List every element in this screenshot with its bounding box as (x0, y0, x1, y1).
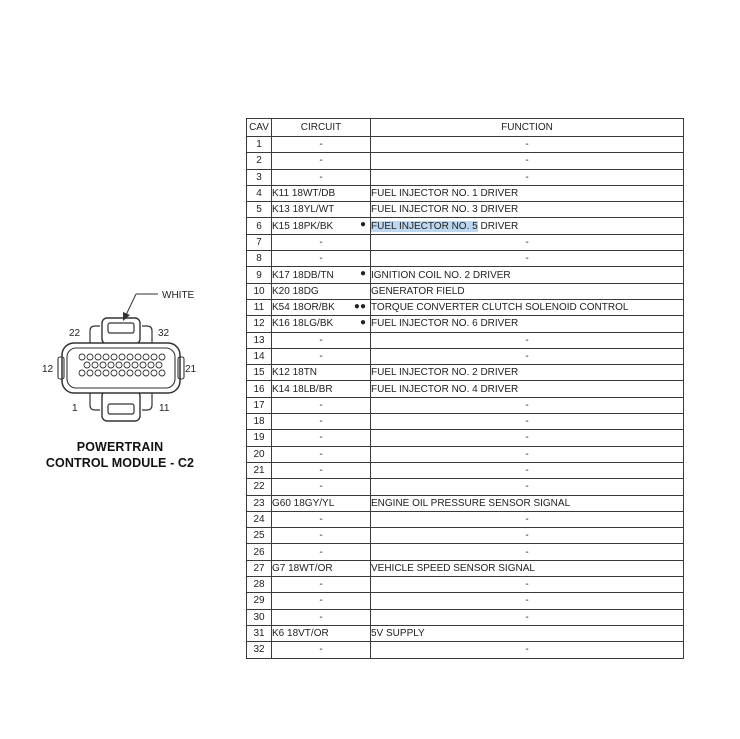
bottom-latch-inner (108, 404, 134, 414)
function-text: GENERATOR FIELD (371, 285, 465, 297)
function-text: - (525, 644, 529, 656)
function-cell (371, 642, 684, 658)
circuit-cell (272, 462, 371, 478)
circuit-text: - (319, 334, 323, 346)
function-cell (371, 153, 684, 169)
function-cell (371, 511, 684, 527)
function-text: IGNITION COIL NO. 2 DRIVER (371, 269, 511, 281)
function-text: - (525, 611, 529, 623)
circuit-text: - (319, 513, 323, 525)
circuit-text: - (319, 595, 323, 607)
table-row (247, 511, 684, 527)
function-cell (371, 544, 684, 560)
left-ear-bottom (90, 393, 100, 410)
connector-title-line2: CONTROL MODULE - C2 (45, 456, 195, 470)
cav-cell: 17 (247, 397, 272, 413)
function-text: - (525, 253, 529, 265)
function-cell (371, 577, 684, 593)
table-row (247, 202, 684, 218)
function-cell (371, 348, 684, 364)
function-cell (371, 234, 684, 250)
cav-cell: 13 (247, 332, 272, 348)
function-cell (371, 169, 684, 185)
circuit-cell (272, 528, 371, 544)
header-circuit: CIRCUIT (272, 119, 371, 137)
table-row (247, 381, 684, 397)
function-cell (371, 185, 684, 201)
circuit-text: - (319, 236, 323, 248)
circuit-text: - (319, 611, 323, 623)
table-row (247, 348, 684, 364)
cav-cell: 6 (247, 218, 272, 234)
circuit-cell (272, 202, 371, 218)
function-text: - (525, 139, 529, 151)
circuit-cell (272, 397, 371, 413)
cav-cell: 16 (247, 381, 272, 397)
circuit-text: - (319, 530, 323, 542)
circuit-dot-mark: ● (359, 268, 366, 280)
circuit-cell (272, 381, 371, 397)
pin-label-21: 21 (185, 364, 197, 375)
circuit-text: - (319, 465, 323, 477)
table-row (247, 185, 684, 201)
cav-cell: 29 (247, 593, 272, 609)
circuit-text: - (319, 644, 323, 656)
pin-label-11: 11 (159, 403, 170, 414)
function-cell (371, 381, 684, 397)
circuit-cell (272, 218, 371, 234)
cav-cell: 8 (247, 251, 272, 267)
function-cell (371, 218, 684, 234)
function-cell (371, 560, 684, 576)
function-cell (371, 267, 684, 283)
table-row (247, 316, 684, 332)
function-cell (371, 137, 684, 153)
table-row (247, 365, 684, 381)
left-ear (90, 326, 100, 343)
function-text: - (525, 416, 529, 428)
circuit-cell (272, 234, 371, 250)
circuit-cell (272, 316, 371, 332)
cav-cell: 25 (247, 528, 272, 544)
circuit-cell (272, 185, 371, 201)
circuit-text: K12 18TN (272, 367, 318, 379)
function-text: - (525, 351, 529, 362)
table-row (247, 414, 684, 430)
circuit-text: - (319, 546, 323, 558)
function-text: - (525, 513, 529, 525)
circuit-text: - (319, 253, 323, 265)
circuit-cell (272, 137, 371, 153)
function-text: - (525, 334, 529, 346)
function-text: TORQUE CONVERTER CLUTCH SOLENOID CONTROL (371, 302, 629, 314)
table-row (247, 462, 684, 478)
function-text: - (525, 481, 529, 493)
table-row (247, 332, 684, 348)
circuit-cell (272, 577, 371, 593)
function-text: FUEL INJECTOR NO. 3 DRIVER (371, 204, 519, 216)
function-cell (371, 593, 684, 609)
function-cell (371, 332, 684, 348)
table-row (247, 528, 684, 544)
table-row (247, 577, 684, 593)
circuit-text: K13 18YL/WT (272, 204, 335, 216)
circuit-cell (272, 414, 371, 430)
circuit-cell (272, 479, 371, 495)
circuit-cell (272, 348, 371, 364)
table-row (247, 495, 684, 511)
function-text-rest: DRIVER (477, 220, 519, 232)
cav-cell: 27 (247, 560, 272, 576)
cav-cell: 32 (247, 642, 272, 658)
table-row (247, 593, 684, 609)
circuit-text: - (319, 579, 323, 591)
function-text: - (525, 171, 529, 183)
table-row (247, 625, 684, 641)
cav-cell: 5 (247, 202, 272, 218)
function-cell (371, 462, 684, 478)
circuit-text: - (319, 448, 323, 460)
table-row (247, 299, 684, 315)
table-row (247, 283, 684, 299)
circuit-text: - (319, 416, 323, 428)
function-text: - (525, 579, 529, 591)
circuit-text: - (319, 481, 323, 493)
table-row (247, 446, 684, 462)
function-highlighted-text[interactable]: FUEL INJECTOR NO. 5 (371, 220, 478, 232)
circuit-cell (272, 511, 371, 527)
top-latch-inner (108, 323, 134, 333)
circuit-cell (272, 267, 371, 283)
wire-arrow-line (126, 294, 136, 315)
circuit-cell (272, 560, 371, 576)
table-row (247, 397, 684, 413)
wire-label: WHITE (162, 290, 195, 301)
function-cell (371, 299, 684, 315)
circuit-text: K15 18PK/BK (272, 220, 334, 232)
right-ear-bottom (142, 393, 152, 410)
circuit-text: K16 18LG/BK (272, 318, 334, 330)
circuit-text: - (319, 155, 323, 167)
cav-cell: 30 (247, 609, 272, 625)
circuit-dot-mark: ● (359, 317, 366, 329)
circuit-cell (272, 299, 371, 315)
cav-cell: 19 (247, 430, 272, 446)
function-text: FUEL INJECTOR NO. 2 DRIVER (371, 367, 519, 379)
circuit-text: K6 18VT/OR (272, 628, 329, 640)
table-row (247, 169, 684, 185)
function-cell (371, 495, 684, 511)
circuit-text: K20 18DG (272, 285, 319, 297)
circuit-text: K54 18OR/BK (272, 302, 335, 314)
table-row (247, 251, 684, 267)
cav-cell: 1 (247, 137, 272, 153)
table-row (247, 479, 684, 495)
function-text: - (525, 399, 529, 411)
cav-cell: 10 (247, 283, 272, 299)
function-text: - (525, 155, 529, 167)
circuit-cell (272, 365, 371, 381)
function-text: - (525, 465, 529, 477)
cav-cell: 9 (247, 267, 272, 283)
function-cell (371, 365, 684, 381)
table-row (247, 267, 684, 283)
cav-cell: 18 (247, 414, 272, 430)
cav-cell: 3 (247, 169, 272, 185)
table-row (247, 560, 684, 576)
circuit-text: G7 18WT/OR (272, 562, 333, 574)
cav-cell: 12 (247, 316, 272, 332)
function-text: - (525, 530, 529, 542)
circuit-cell (272, 153, 371, 169)
circuit-cell (272, 332, 371, 348)
circuit-text: - (319, 399, 323, 411)
circuit-cell (272, 430, 371, 446)
cav-cell: 7 (247, 234, 272, 250)
circuit-cell (272, 446, 371, 462)
table-row (247, 609, 684, 625)
cav-cell: 15 (247, 365, 272, 381)
function-cell (371, 202, 684, 218)
function-text: VEHICLE SPEED SENSOR SIGNAL (371, 562, 535, 574)
pin-label-1: 1 (72, 403, 78, 414)
table-row (247, 153, 684, 169)
connector-title-line1: POWERTRAIN (76, 440, 164, 454)
function-text: FUEL INJECTOR NO. 1 DRIVER (371, 188, 519, 200)
cav-cell: 26 (247, 544, 272, 560)
circuit-text: G60 18GY/YL (272, 497, 335, 509)
function-cell (371, 316, 684, 332)
circuit-text: - (319, 139, 323, 151)
cav-cell: 22 (247, 479, 272, 495)
circuit-text: - (319, 171, 323, 183)
cav-cell: 23 (247, 495, 272, 511)
right-ear (142, 326, 152, 343)
circuit-cell (272, 169, 371, 185)
circuit-text: K14 18LB/BR (272, 383, 333, 395)
cav-cell: 31 (247, 625, 272, 641)
function-cell (371, 479, 684, 495)
cav-cell: 28 (247, 577, 272, 593)
function-text: FUEL INJECTOR NO. 6 DRIVER (371, 318, 519, 330)
function-cell (371, 609, 684, 625)
function-cell (371, 397, 684, 413)
function-cell (371, 528, 684, 544)
circuit-text: K17 18DB/TN (272, 269, 334, 281)
circuit-dot-mark: ●● (353, 300, 366, 312)
function-cell (371, 283, 684, 299)
circuit-text: - (319, 351, 323, 362)
function-text: 5V SUPPLY (371, 628, 425, 640)
cav-cell: 2 (247, 153, 272, 169)
circuit-text: K11 18WT/DB (272, 188, 336, 200)
function-text: - (525, 432, 529, 444)
table-body (247, 137, 684, 659)
function-text: - (525, 236, 529, 248)
pin-label-32: 32 (158, 328, 170, 339)
table-row (247, 137, 684, 153)
header-function: FUNCTION (371, 119, 684, 137)
cav-cell: 21 (247, 462, 272, 478)
circuit-text: - (319, 432, 323, 444)
function-text: - (525, 595, 529, 607)
circuit-cell (272, 251, 371, 267)
circuit-cell (272, 544, 371, 560)
connector-housing (62, 343, 180, 393)
table-row (247, 234, 684, 250)
function-cell (371, 625, 684, 641)
function-cell (371, 251, 684, 267)
function-text: - (525, 546, 529, 558)
table-row (247, 218, 684, 234)
header-cav: CAV (247, 119, 272, 137)
cav-cell: 4 (247, 185, 272, 201)
pin-label-22: 22 (69, 328, 81, 339)
function-cell (371, 446, 684, 462)
cav-cell: 24 (247, 511, 272, 527)
table-row (247, 430, 684, 446)
function-cell (371, 430, 684, 446)
pinout-table (246, 118, 684, 659)
table-header-row (247, 119, 684, 137)
cav-cell: 14 (247, 348, 272, 364)
circuit-dot-mark: ● (359, 219, 366, 231)
circuit-cell (272, 495, 371, 511)
table-row (247, 642, 684, 658)
function-text: - (525, 448, 529, 460)
function-cell (371, 414, 684, 430)
table-row (247, 544, 684, 560)
function-text: ENGINE OIL PRESSURE SENSOR SIGNAL (371, 497, 571, 509)
cav-cell: 11 (247, 299, 272, 315)
function-text: FUEL INJECTOR NO. 4 DRIVER (371, 383, 519, 395)
circuit-cell (272, 593, 371, 609)
circuit-cell (272, 625, 371, 641)
cav-cell: 20 (247, 446, 272, 462)
circuit-cell (272, 609, 371, 625)
circuit-cell (272, 642, 371, 658)
pin-label-12: 12 (42, 364, 54, 375)
circuit-cell (272, 283, 371, 299)
